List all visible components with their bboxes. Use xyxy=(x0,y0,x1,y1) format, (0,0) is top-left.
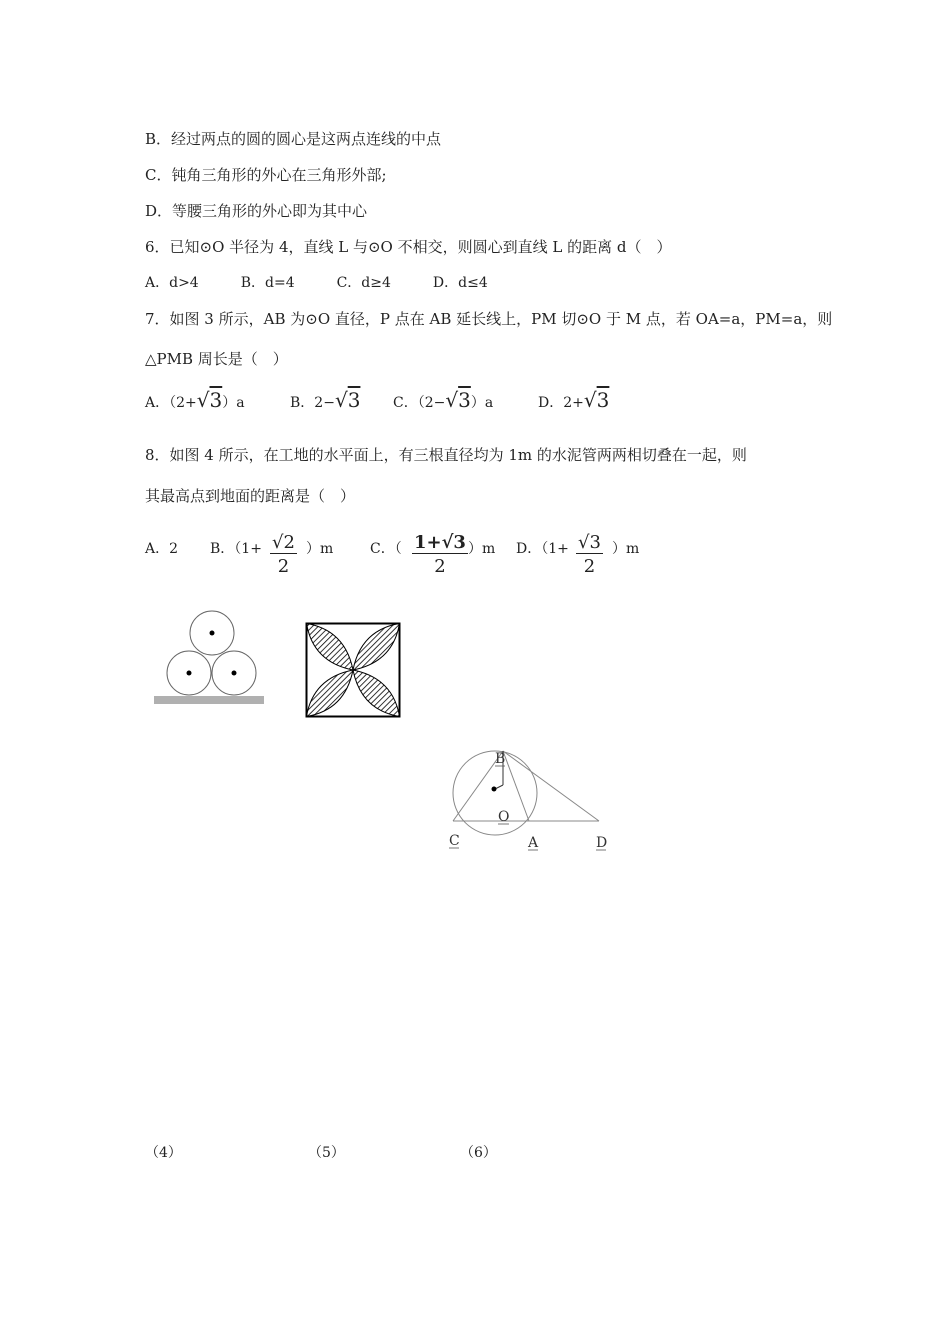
q8-d-numerator: √3 xyxy=(578,532,601,553)
pipe-right-center xyxy=(232,671,237,676)
label-d: D xyxy=(596,835,608,851)
q8-fraction-c xyxy=(412,532,468,577)
q8-option-c-prefix: C．（ xyxy=(370,541,402,557)
q8-fraction-d xyxy=(576,532,603,577)
q8-option-d-suffix: ）m xyxy=(612,541,640,557)
question-6: 6．已知⊙O 半径为 4，直线 L 与⊙O 不相交，则圆心到直线 L 的距离 d（ ） xyxy=(145,238,672,256)
q7-b-prefix: B．2− xyxy=(290,395,335,411)
q7-c-suffix: ）a xyxy=(470,395,494,411)
figure-6-geometry xyxy=(445,745,625,855)
question-8-line2: 其最高点到地面的距离是（ ） xyxy=(145,487,356,505)
figure-4-pipes xyxy=(152,608,267,708)
sqrt3-c: √3 xyxy=(445,388,471,412)
label-o: O xyxy=(498,809,510,825)
label-b: B xyxy=(495,751,506,767)
question-8-line1: 8．如图 4 所示，在工地的水平面上，有三根直径均为 1m 的水泥管两两相切叠在一起，则 xyxy=(145,446,747,464)
q8-option-d-prefix: D．（1+ xyxy=(516,541,569,557)
q7-option-b xyxy=(290,388,360,412)
q8-c-denominator: 2 xyxy=(434,556,446,577)
q8-option-a: A．2 xyxy=(145,541,179,557)
sqrt3-a: √3 xyxy=(196,388,223,412)
label-a: A xyxy=(528,835,539,851)
question-6-options: A．d>4 B．d=4 C．d≥4 D．d≤4 xyxy=(145,275,488,291)
line-bd xyxy=(503,751,599,821)
center-dot xyxy=(492,787,497,792)
q8-option-b-suffix: ）m xyxy=(306,541,334,557)
sqrt3-b: √3 xyxy=(334,388,361,412)
q8-d-denominator: 2 xyxy=(583,556,596,577)
sqrt3-d: √3 xyxy=(583,388,610,412)
statement-d: D．等腰三角形的外心即为其中心 xyxy=(145,202,368,220)
q8-c-numerator: 1+√3 xyxy=(414,532,466,553)
q7-a-prefix: A．（2+ xyxy=(145,395,197,411)
q7-a-suffix: ）a xyxy=(222,395,245,411)
statement-c: C．钝角三角形的外心在三角形外部; xyxy=(145,166,387,184)
label-c: C xyxy=(449,833,460,849)
caption-5: （5） xyxy=(308,1145,345,1161)
q7-option-a xyxy=(145,388,245,412)
caption-6: （6） xyxy=(460,1145,497,1161)
q8-option-c-suffix: ）m xyxy=(468,541,496,557)
ground-bar xyxy=(154,696,264,704)
q7-option-c xyxy=(393,388,493,412)
q7-c-prefix: C．（2− xyxy=(393,395,446,411)
q8-option-b-prefix: B．（1+ xyxy=(210,541,262,557)
q8-b-numerator: √2 xyxy=(272,532,295,553)
q8-fraction-b xyxy=(270,532,297,577)
figure-5-petals xyxy=(305,622,401,718)
q7-option-d xyxy=(538,388,609,412)
caption-4: （4） xyxy=(145,1145,182,1161)
question-7-line2: △PMB 周长是（ ） xyxy=(145,350,288,368)
pipe-top-center xyxy=(210,631,215,636)
pipe-left-center xyxy=(187,671,192,676)
q7-d-prefix: D．2+ xyxy=(538,395,584,411)
q8-b-denominator: 2 xyxy=(277,556,290,577)
question-7-line1: 7．如图 3 所示，AB 为⊙O 直径，P 点在 AB 延长线上，PM 切⊙O 于 M 点，若 OA=a，PM=a，则 xyxy=(145,310,833,328)
statement-b: B．经过两点的圆的圆心是这两点连线的中点 xyxy=(145,130,442,148)
